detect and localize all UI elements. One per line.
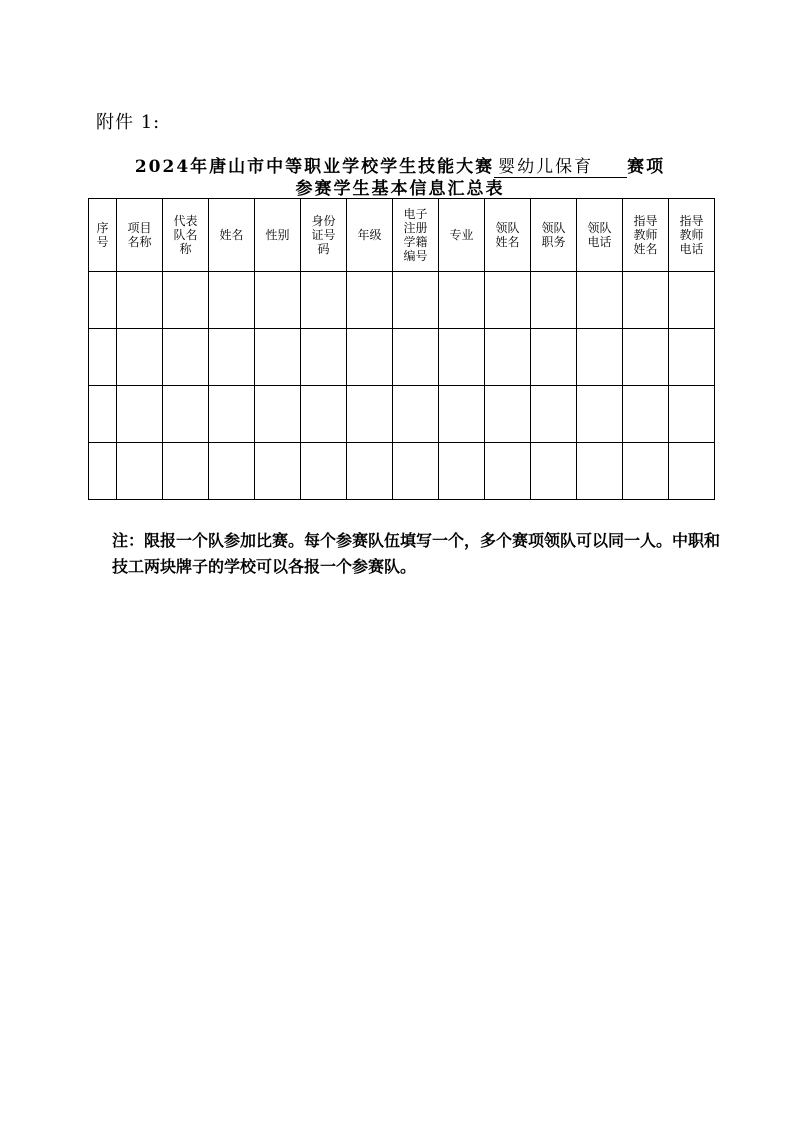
table-cell[interactable] — [485, 386, 531, 443]
table-cell[interactable] — [669, 272, 715, 329]
table-cell[interactable] — [209, 443, 255, 500]
table-cell[interactable] — [89, 272, 117, 329]
header-cell: 身份 证号 码 — [301, 199, 347, 272]
table-cell[interactable] — [623, 443, 669, 500]
header-cell: 年级 — [347, 199, 393, 272]
table-row — [89, 386, 715, 443]
table-cell[interactable] — [117, 443, 163, 500]
table-cell[interactable] — [347, 329, 393, 386]
table-cell[interactable] — [163, 386, 209, 443]
table-cell[interactable] — [301, 443, 347, 500]
table-cell[interactable] — [117, 386, 163, 443]
table-cell[interactable] — [669, 386, 715, 443]
table-cell[interactable] — [531, 329, 577, 386]
table-row — [89, 443, 715, 500]
header-cell: 性别 — [255, 199, 301, 272]
table-cell[interactable] — [439, 386, 485, 443]
title-suffix: 赛项 — [627, 157, 666, 177]
table-cell[interactable] — [485, 329, 531, 386]
header-row — [89, 199, 715, 272]
table-cell[interactable] — [393, 386, 439, 443]
student-info-table — [88, 198, 715, 500]
table-cell[interactable] — [577, 272, 623, 329]
table-cell[interactable] — [347, 443, 393, 500]
table-cell[interactable] — [89, 386, 117, 443]
table-cell[interactable] — [393, 272, 439, 329]
table-cell[interactable] — [209, 329, 255, 386]
table-cell[interactable] — [531, 443, 577, 500]
table-cell[interactable] — [255, 443, 301, 500]
table-row — [89, 272, 715, 329]
table-cell[interactable] — [301, 329, 347, 386]
table-cell[interactable] — [209, 272, 255, 329]
table-cell[interactable] — [393, 329, 439, 386]
table-cell[interactable] — [485, 272, 531, 329]
table-cell[interactable] — [89, 443, 117, 500]
table-cell[interactable] — [577, 386, 623, 443]
header-cell: 指导 教师 电话 — [669, 199, 715, 272]
header-cell: 指导 教师 姓名 — [623, 199, 669, 272]
table-cell[interactable] — [393, 443, 439, 500]
header-cell: 序 号 — [89, 199, 117, 272]
table-cell[interactable] — [255, 329, 301, 386]
table-cell[interactable] — [89, 329, 117, 386]
header-cell: 专业 — [439, 199, 485, 272]
header-cell: 领队 姓名 — [485, 199, 531, 272]
table-cell[interactable] — [163, 272, 209, 329]
table-row — [89, 329, 715, 386]
table-cell[interactable] — [163, 329, 209, 386]
table-cell[interactable] — [531, 272, 577, 329]
table-cell[interactable] — [117, 329, 163, 386]
table-cell[interactable] — [439, 443, 485, 500]
table-cell[interactable] — [301, 272, 347, 329]
header-cell: 姓名 — [209, 199, 255, 272]
event-name-blank: 婴幼儿保育 — [494, 158, 627, 178]
header-cell: 代表 队名 称 — [163, 199, 209, 272]
header-cell: 领队 电话 — [577, 199, 623, 272]
table-cell[interactable] — [301, 386, 347, 443]
table-cell[interactable] — [209, 386, 255, 443]
table-cell[interactable] — [623, 329, 669, 386]
table-cell[interactable] — [485, 443, 531, 500]
table-cell[interactable] — [255, 386, 301, 443]
table-cell[interactable] — [623, 272, 669, 329]
table-cell[interactable] — [439, 272, 485, 329]
table-cell[interactable] — [439, 329, 485, 386]
table-cell[interactable] — [669, 329, 715, 386]
table-cell[interactable] — [255, 272, 301, 329]
table-cell[interactable] — [623, 386, 669, 443]
form-title-line-2: 参赛学生基本信息汇总表 — [295, 179, 505, 199]
header-cell: 项目 名称 — [117, 199, 163, 272]
table-cell[interactable] — [531, 386, 577, 443]
header-cell: 领队 职务 — [531, 199, 577, 272]
table-cell[interactable] — [347, 386, 393, 443]
attachment-label: 附件 1: — [96, 112, 161, 133]
table-cell[interactable] — [577, 329, 623, 386]
table-cell[interactable] — [117, 272, 163, 329]
title-prefix: 2024年唐山市中等职业学校学生技能大赛 — [134, 157, 495, 177]
table-cell[interactable] — [163, 443, 209, 500]
table-cell[interactable] — [577, 443, 623, 500]
table-body — [89, 272, 715, 500]
table-cell[interactable] — [347, 272, 393, 329]
header-cell: 电子 注册 学籍 编号 — [393, 199, 439, 272]
note-text: 注：限报一个队参加比赛。每个参赛队伍填写一个，多个赛项领队可以同一人。中职和技工两块牌子的学校可以各报一个参赛队。 — [112, 531, 721, 576]
table-cell[interactable] — [669, 443, 715, 500]
